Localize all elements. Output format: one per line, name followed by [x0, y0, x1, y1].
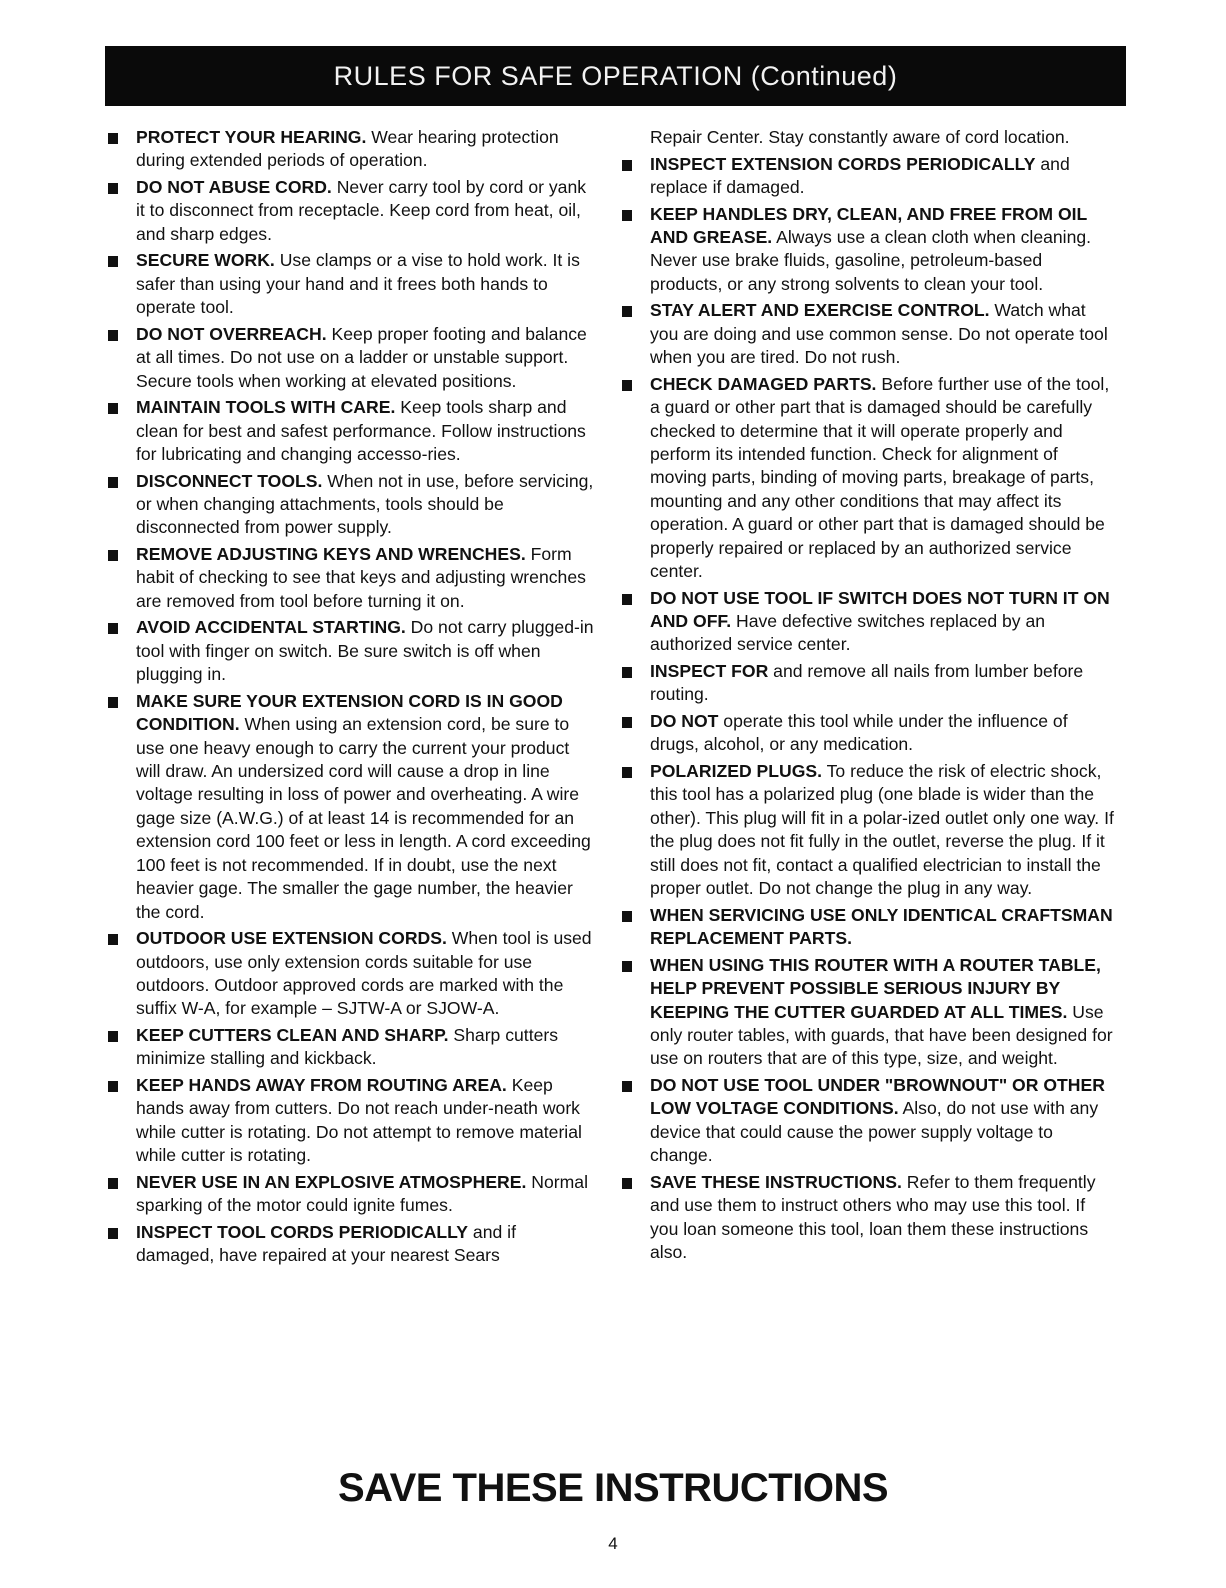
rule-heading: POLARIZED PLUGS.	[650, 761, 823, 782]
list-item	[108, 126, 596, 173]
rule-text: Keep hands away from cutters. Do not reach under-neath work while cutter is rotating. Do not attempt to remove material while cutter is rotating.	[136, 1074, 582, 1166]
list-item	[108, 176, 596, 246]
list-item	[108, 323, 596, 393]
rule-text: Wear hearing protection during extended periods of operation.	[136, 127, 559, 171]
rule-text: Before further use of the tool, a guard or other part that is damaged should be carefully checked to determine that it will operate properly and perform its intended function. Check for alignment of moving parts, binding of moving parts, breakage of parts, mounting and any other conditions that may affect its operation. A guard or other part that is damaged should be properly repaired or replaced by an authorized service center.	[650, 373, 1110, 582]
list-item	[622, 954, 1118, 1071]
rule-heading: DO NOT OVERREACH.	[136, 323, 327, 344]
list-item	[108, 927, 596, 1021]
rule-text: Normal sparking of the motor could ignite fumes.	[136, 1171, 588, 1216]
rule-heading: REMOVE ADJUSTING KEYS AND WRENCHES.	[136, 544, 526, 565]
list-item	[622, 153, 1118, 200]
rule-heading: MAINTAIN TOOLS WITH CARE.	[136, 397, 396, 418]
rule-heading: DO NOT USE TOOL UNDER "BROWNOUT" OR OTHER LOW VOLTAGE CONDITIONS.	[650, 1074, 1105, 1119]
rule-heading: AVOID ACCIDENTAL STARTING.	[136, 617, 406, 638]
list-item	[108, 470, 596, 540]
rule-text: and remove all nails from lumber before routing.	[650, 661, 1084, 705]
left-column	[108, 126, 596, 1271]
list-item	[108, 616, 596, 686]
rule-text: Use only router tables, with guards, that have been designed for use on routers that are of this type, size, and weight.	[650, 1001, 1113, 1069]
rule-text: Keep proper footing and balance at all times. Do not use on a ladder or unstable support. Secure tools when working at elevated positions.	[136, 323, 587, 391]
list-item	[622, 760, 1118, 900]
rule-text: When not in use, before servicing, or when changing attachments, tools should be disconnected from power supply.	[136, 470, 594, 538]
rule-text: Refer to them frequently and use them to instruct others who may use this tool. If you loan someone this tool, loan them these instructions also.	[650, 1171, 1096, 1262]
rule-text: Always use a clean cloth when cleaning. Never use brake fluids, gasoline, petroleum-based products, or any strong solvents to clean your tool.	[650, 227, 1092, 294]
rule-heading: OUTDOOR USE EXTENSION CORDS.	[136, 928, 447, 949]
rule-text: Use clamps or a vise to hold work. It is safer than using your hand and it frees both hands to operate tool.	[136, 250, 580, 318]
rule-text: operate this tool while under the influence of drugs, alcohol, or any medication.	[650, 711, 1068, 755]
list-item-continuation	[622, 126, 1118, 149]
list-item	[622, 660, 1118, 707]
list-item	[622, 1171, 1118, 1265]
list-item	[622, 299, 1118, 369]
rule-heading: NEVER USE IN AN EXPLOSIVE ATMOSPHERE.	[136, 1171, 527, 1192]
list-item	[622, 203, 1118, 297]
rule-text: Watch what you are doing and use common sense. Do not operate tool when you are tired. Do not rush.	[650, 300, 1108, 368]
rule-text: Repair Center. Stay constantly aware of cord location.	[650, 127, 1070, 147]
rule-text: Keep tools sharp and clean for best and safest performance. Follow instructions for lubricating and changing accesso-ries.	[136, 397, 586, 465]
rule-heading: SECURE WORK.	[136, 250, 275, 271]
rule-heading: CHECK DAMAGED PARTS.	[650, 373, 877, 394]
footer-title: SAVE THESE INSTRUCTIONS	[337, 1466, 889, 1510]
rule-text: Sharp cutters minimize stalling and kickback.	[136, 1024, 559, 1069]
list-item	[108, 396, 596, 466]
rule-text: Do not carry plugged-in tool with finger on switch. Be sure switch is off when plugging in.	[136, 617, 594, 685]
rule-text: When tool is used outdoors, use only extension cords suitable for use outdoors. Outdoor approved cords are marked with the suffix W-A, for example – SJTW-A or SJOW-A.	[136, 928, 592, 1019]
rule-heading: INSPECT EXTENSION CORDS PERIODICALLY	[650, 153, 1036, 174]
list-item	[108, 1024, 596, 1071]
rule-text: Form habit of checking to see that keys and adjusting wrenches are removed from tool before turning it on.	[136, 544, 586, 611]
list-item	[622, 1074, 1118, 1168]
list-item	[108, 1074, 596, 1168]
rule-heading: KEEP HANDS AWAY FROM ROUTING AREA.	[136, 1074, 507, 1095]
rule-heading: DO NOT USE TOOL IF SWITCH DOES NOT TURN IT ON AND OFF.	[650, 587, 1110, 632]
rule-heading: INSPECT FOR	[650, 661, 769, 682]
rule-heading: DO NOT ABUSE CORD.	[136, 177, 332, 197]
page-number: 4	[608, 1534, 618, 1553]
rule-heading: SAVE THESE INSTRUCTIONS.	[650, 1171, 902, 1192]
rule-heading: WHEN USING THIS ROUTER WITH A ROUTER TABLE, HELP PREVENT POSSIBLE SERIOUS INJURY BY KEEPING THE CUTTER GUARDED AT ALL TIMES.	[650, 954, 1101, 1022]
rule-heading: INSPECT TOOL CORDS PERIODICALLY	[136, 1221, 469, 1242]
rule-heading: DO NOT	[650, 711, 719, 732]
list-item	[108, 543, 596, 613]
list-item	[108, 1221, 596, 1268]
list-item	[108, 249, 596, 319]
section-header	[105, 46, 1126, 106]
rule-text: Also, do not use with any device that could cause the power supply voltage to change.	[650, 1098, 1099, 1166]
rule-heading: MAKE SURE YOUR EXTENSION CORD IS IN GOOD CONDITION.	[136, 690, 563, 735]
right-column	[622, 126, 1118, 1268]
rule-text: and replace if damaged.	[650, 153, 1070, 197]
rule-text: Never carry tool by cord or yank it to disconnect from receptacle. Keep cord from heat, oil, and sharp edges.	[136, 177, 587, 244]
rule-heading: KEEP CUTTERS CLEAN AND SHARP.	[136, 1024, 449, 1045]
list-item	[108, 690, 596, 924]
rule-text: Have defective switches replaced by an authorized service center.	[650, 611, 1046, 655]
rule-text: To reduce the risk of electric shock, this tool has a polarized plug (one blade is wider than the other). This plug will fit in a polar-ized outlet only one way. If the plug does not fit fully in the outlet, reverse the plug. If it still does not fit, contact a qualified electrician to install the proper outlet. Do not change the plug in any way.	[650, 761, 1114, 899]
list-item	[108, 1171, 596, 1218]
rule-heading: KEEP HANDLES DRY, CLEAN, AND FREE FROM OIL AND GREASE.	[650, 203, 1087, 247]
section-title: RULES FOR SAFE OPERATION (Continued)	[333, 60, 898, 91]
list-item	[622, 373, 1118, 584]
rule-heading: DISCONNECT TOOLS.	[136, 470, 323, 491]
rule-heading: STAY ALERT AND EXERCISE CONTROL.	[650, 300, 990, 321]
list-item	[622, 587, 1118, 657]
rule-text: When using an extension cord, be sure to use one heavy enough to carry the current your product will draw. An undersized cord will cause a drop in line voltage resulting in loss of power and overheating. A wire gage size (A.W.G.) of at least 14 is recommended for an extension cord 100 feet or less in length. A cord exceeding 100 feet is not recommended. If in doubt, use the next heavier gage. The smaller the gage number, the heavier the cord.	[136, 714, 591, 922]
rule-heading: WHEN SERVICING USE ONLY IDENTICAL CRAFTSMAN REPLACEMENT PARTS.	[650, 904, 1113, 949]
list-item	[622, 710, 1118, 757]
list-item	[622, 904, 1118, 951]
rule-text: and if damaged, have repaired at your nearest Sears	[136, 1221, 516, 1266]
rule-heading: PROTECT YOUR HEARING.	[136, 127, 367, 147]
